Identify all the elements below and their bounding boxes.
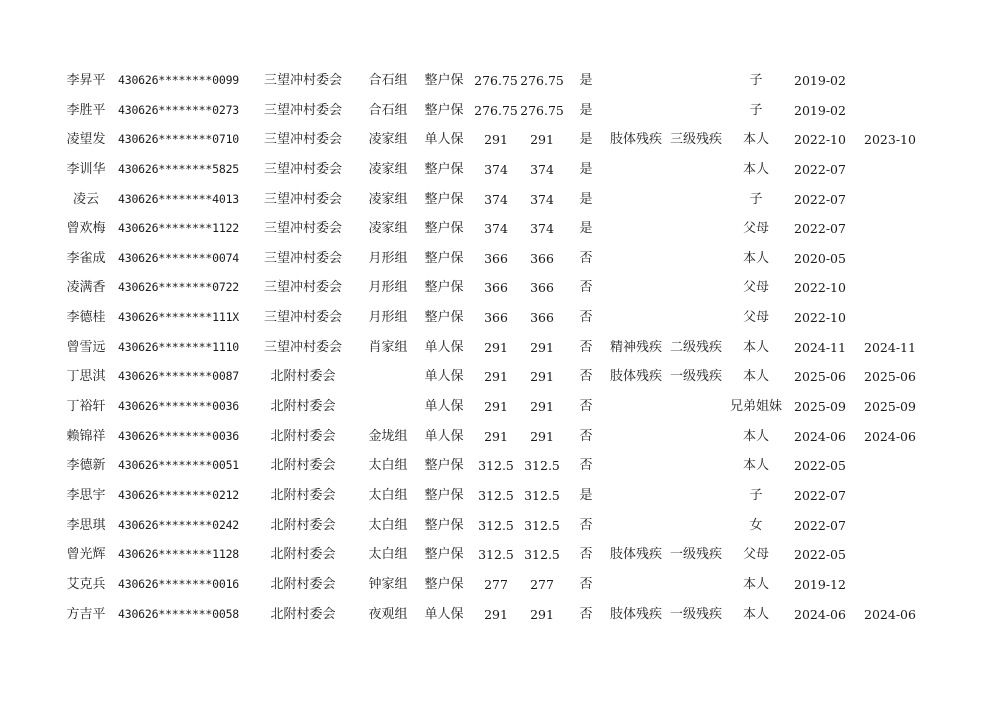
village-cell: 北附村委会 [270, 487, 336, 503]
coverage-type-cell: 整户保 [424, 576, 464, 592]
name-cell: 李德新 [66, 458, 106, 474]
amount-cell-2: 366 [530, 310, 554, 326]
relation-cell: 父母 [742, 221, 769, 237]
coverage-type-cell: 整户保 [424, 221, 464, 237]
coverage-type-cell: 整户保 [424, 73, 464, 88]
id-number-cell: 430626********0051 [118, 458, 240, 473]
id-number-cell: 430626********0058 [118, 606, 240, 621]
id-number-cell: 430626********0099 [118, 73, 240, 87]
name-cell: 曾雪远 [66, 339, 106, 355]
group-cell: 太白组 [368, 517, 408, 533]
table-row [0, 125, 1000, 155]
village-cell: 北附村委会 [270, 428, 336, 444]
amount-cell: 374 [484, 191, 508, 207]
group-cell: 夜观组 [368, 606, 408, 622]
start-date-cell: 2022-07 [794, 191, 846, 207]
coverage-type-cell: 单人保 [424, 369, 464, 385]
group-cell: 钟家组 [368, 576, 408, 592]
group-cell: 凌家组 [368, 191, 408, 207]
coverage-type-cell: 整户保 [424, 310, 464, 326]
disability-level-cell: 二级残疾 [669, 339, 722, 355]
start-date-cell: 2024-11 [794, 339, 846, 355]
amount-cell: 276.75 [474, 73, 518, 88]
yes-no-flag-cell: 否 [579, 547, 593, 563]
relation-cell: 子 [749, 487, 763, 503]
id-number-cell: 430626********1110 [118, 339, 240, 354]
amount-cell: 291 [484, 428, 508, 444]
coverage-type-cell: 整户保 [424, 517, 464, 533]
amount-cell-2: 291 [530, 369, 554, 385]
id-number-cell: 430626********0710 [118, 132, 240, 147]
id-number-cell: 430626********0016 [118, 576, 240, 591]
village-cell: 三望冲村委会 [263, 73, 342, 88]
group-cell: 月形组 [368, 310, 408, 326]
yes-no-flag-cell: 否 [579, 339, 593, 355]
yes-no-flag-cell: 是 [579, 132, 593, 148]
yes-no-flag-cell: 否 [579, 250, 593, 266]
amount-cell-2: 312.5 [524, 458, 560, 474]
name-cell: 方吉平 [66, 606, 106, 622]
id-number-cell: 430626********1122 [118, 221, 240, 236]
table-row [0, 362, 1000, 392]
disability-level-cell: 一级残疾 [669, 369, 722, 385]
group-cell: 合石组 [368, 73, 408, 88]
relation-cell: 本人 [742, 428, 769, 444]
name-cell: 李雀成 [66, 250, 106, 266]
table-row [0, 570, 1000, 600]
coverage-type-cell: 整户保 [424, 191, 464, 207]
village-cell: 三望冲村委会 [263, 280, 342, 296]
record-table [0, 66, 1000, 629]
yes-no-flag-cell: 是 [579, 487, 593, 503]
village-cell: 北附村委会 [270, 547, 336, 563]
amount-cell: 374 [484, 161, 508, 177]
amount-cell-2: 291 [530, 428, 554, 444]
group-cell: 金垅组 [368, 428, 408, 444]
disability-type-cell: 肢体残疾 [609, 547, 662, 563]
amount-cell: 366 [484, 280, 508, 296]
amount-cell-2: 374 [530, 191, 554, 207]
start-date-cell: 2022-10 [794, 280, 846, 296]
relation-cell: 本人 [742, 161, 769, 177]
amount-cell: 291 [484, 606, 508, 622]
group-cell: 太白组 [368, 458, 408, 474]
disability-type-cell: 肢体残疾 [609, 369, 662, 385]
name-cell: 李胜平 [66, 102, 106, 118]
id-number-cell: 430626********0273 [118, 102, 240, 117]
start-date-cell: 2020-05 [794, 250, 846, 266]
amount-cell: 312.5 [478, 458, 514, 474]
disability-level-cell: 一级残疾 [669, 547, 722, 563]
start-date-cell: 2022-07 [794, 161, 846, 177]
village-cell: 三望冲村委会 [263, 339, 342, 355]
village-cell: 三望冲村委会 [263, 250, 342, 266]
end-date-cell: 2024-06 [864, 428, 916, 444]
village-cell: 北附村委会 [270, 369, 336, 385]
name-cell: 凌望发 [66, 132, 106, 148]
coverage-type-cell: 整户保 [424, 487, 464, 503]
amount-cell-2: 291 [530, 399, 554, 415]
table-row [0, 96, 1000, 126]
amount-cell: 291 [484, 369, 508, 385]
coverage-type-cell: 单人保 [424, 399, 464, 415]
village-cell: 北附村委会 [270, 576, 336, 592]
amount-cell-2: 291 [530, 132, 554, 148]
amount-cell-2: 366 [530, 250, 554, 266]
name-cell: 曾光辉 [66, 547, 106, 563]
amount-cell-2: 374 [530, 221, 554, 237]
start-date-cell: 2019-02 [794, 102, 846, 118]
relation-cell: 本人 [742, 606, 769, 622]
table-row [0, 303, 1000, 333]
amount-cell: 312.5 [478, 487, 514, 503]
amount-cell: 366 [484, 310, 508, 326]
amount-cell: 291 [484, 132, 508, 148]
table-row [0, 451, 1000, 481]
end-date-cell: 2023-10 [864, 132, 916, 148]
amount-cell-2: 277 [530, 576, 554, 592]
table-row [0, 214, 1000, 244]
amount-cell: 277 [484, 576, 508, 592]
coverage-type-cell: 单人保 [424, 132, 464, 148]
id-number-cell: 430626********0074 [118, 250, 240, 265]
group-cell: 合石组 [368, 102, 408, 118]
coverage-type-cell: 单人保 [424, 428, 464, 444]
coverage-type-cell: 整户保 [424, 161, 464, 177]
start-date-cell: 2024-06 [794, 606, 846, 622]
table-row [0, 66, 1000, 96]
relation-cell: 子 [749, 191, 763, 207]
id-number-cell: 430626********0036 [118, 399, 240, 414]
relation-cell: 父母 [742, 310, 769, 326]
id-number-cell: 430626********0036 [118, 428, 240, 443]
village-cell: 北附村委会 [270, 458, 336, 474]
disability-level-cell: 一级残疾 [669, 606, 722, 622]
amount-cell: 291 [484, 399, 508, 415]
coverage-type-cell: 整户保 [424, 547, 464, 563]
group-cell: 凌家组 [368, 221, 408, 237]
start-date-cell: 2025-09 [794, 399, 846, 415]
id-number-cell: 430626********0087 [118, 369, 240, 384]
name-cell: 丁裕轩 [66, 399, 106, 415]
amount-cell: 312.5 [478, 517, 514, 533]
id-number-cell: 430626********0722 [118, 280, 240, 295]
village-cell: 三望冲村委会 [263, 102, 342, 118]
id-number-cell: 430626********0212 [118, 487, 240, 502]
group-cell: 太白组 [368, 547, 408, 563]
relation-cell: 本人 [742, 369, 769, 385]
group-cell: 月形组 [368, 250, 408, 266]
table-row [0, 392, 1000, 422]
amount-cell-2: 366 [530, 280, 554, 296]
village-cell: 三望冲村委会 [263, 221, 342, 237]
village-cell: 三望冲村委会 [263, 161, 342, 177]
amount-cell-2: 291 [530, 339, 554, 355]
amount-cell: 276.75 [474, 102, 518, 118]
end-date-cell: 2024-11 [864, 339, 916, 355]
yes-no-flag-cell: 否 [579, 310, 593, 326]
relation-cell: 父母 [742, 280, 769, 296]
disability-level-cell: 三级残疾 [669, 132, 722, 148]
id-number-cell: 430626********0242 [118, 517, 240, 532]
end-date-cell: 2024-06 [864, 606, 916, 622]
yes-no-flag-cell: 是 [579, 161, 593, 177]
yes-no-flag-cell: 否 [579, 517, 593, 533]
relation-cell: 本人 [742, 250, 769, 266]
id-number-cell: 430626********4013 [118, 191, 240, 206]
relation-cell: 兄弟姐妹 [729, 399, 782, 415]
yes-no-flag-cell: 否 [579, 369, 593, 385]
yes-no-flag-cell: 否 [579, 280, 593, 296]
relation-cell: 女 [749, 517, 763, 533]
name-cell: 李思琪 [66, 517, 106, 533]
table-row [0, 244, 1000, 274]
relation-cell: 父母 [742, 547, 769, 563]
start-date-cell: 2019-02 [794, 73, 846, 88]
table-row [0, 185, 1000, 215]
name-cell: 凌云 [72, 191, 99, 207]
yes-no-flag-cell: 是 [579, 191, 593, 207]
name-cell: 赖锦祥 [66, 428, 106, 444]
amount-cell-2: 276.75 [520, 102, 564, 118]
amount-cell: 291 [484, 339, 508, 355]
village-cell: 北附村委会 [270, 517, 336, 533]
disability-type-cell: 精神残疾 [609, 339, 662, 355]
amount-cell-2: 291 [530, 606, 554, 622]
coverage-type-cell: 单人保 [424, 339, 464, 355]
group-cell: 太白组 [368, 487, 408, 503]
start-date-cell: 2022-05 [794, 547, 846, 563]
start-date-cell: 2022-05 [794, 458, 846, 474]
yes-no-flag-cell: 否 [579, 576, 593, 592]
amount-cell: 366 [484, 250, 508, 266]
yes-no-flag-cell: 是 [579, 73, 593, 88]
name-cell: 李思宇 [66, 487, 106, 503]
amount-cell: 312.5 [478, 547, 514, 563]
start-date-cell: 2022-07 [794, 221, 846, 237]
name-cell: 艾克兵 [66, 576, 106, 592]
coverage-type-cell: 整户保 [424, 280, 464, 296]
end-date-cell: 2025-06 [864, 369, 916, 385]
table-row [0, 155, 1000, 185]
start-date-cell: 2022-10 [794, 310, 846, 326]
start-date-cell: 2025-06 [794, 369, 846, 385]
group-cell: 凌家组 [368, 132, 408, 148]
end-date-cell: 2025-09 [864, 399, 916, 415]
table-row [0, 540, 1000, 570]
relation-cell: 本人 [742, 576, 769, 592]
yes-no-flag-cell: 是 [579, 102, 593, 118]
relation-cell: 本人 [742, 458, 769, 474]
start-date-cell: 2022-07 [794, 517, 846, 533]
village-cell: 三望冲村委会 [263, 132, 342, 148]
yes-no-flag-cell: 否 [579, 606, 593, 622]
start-date-cell: 2019-12 [794, 576, 846, 592]
id-number-cell: 430626********1128 [118, 547, 240, 562]
relation-cell: 本人 [742, 132, 769, 148]
relation-cell: 子 [749, 102, 763, 118]
village-cell: 三望冲村委会 [263, 191, 342, 207]
coverage-type-cell: 整户保 [424, 458, 464, 474]
yes-no-flag-cell: 是 [579, 221, 593, 237]
village-cell: 三望冲村委会 [263, 310, 342, 326]
amount-cell: 374 [484, 221, 508, 237]
village-cell: 北附村委会 [270, 399, 336, 415]
relation-cell: 子 [749, 73, 763, 88]
village-cell: 北附村委会 [270, 606, 336, 622]
table-row [0, 273, 1000, 303]
yes-no-flag-cell: 否 [579, 399, 593, 415]
amount-cell-2: 276.75 [520, 73, 564, 88]
name-cell: 李昇平 [66, 73, 106, 88]
amount-cell-2: 312.5 [524, 547, 560, 563]
coverage-type-cell: 单人保 [424, 606, 464, 622]
name-cell: 丁思淇 [66, 369, 106, 385]
table-row [0, 333, 1000, 363]
group-cell: 凌家组 [368, 161, 408, 177]
table-row [0, 600, 1000, 630]
amount-cell-2: 312.5 [524, 487, 560, 503]
table-row [0, 511, 1000, 541]
name-cell: 李德桂 [66, 310, 106, 326]
id-number-cell: 430626********5825 [118, 161, 240, 176]
table-row [0, 481, 1000, 511]
table-row [0, 422, 1000, 452]
start-date-cell: 2022-10 [794, 132, 846, 148]
coverage-type-cell: 整户保 [424, 250, 464, 266]
amount-cell-2: 374 [530, 161, 554, 177]
name-cell: 曾欢梅 [66, 221, 106, 237]
relation-cell: 本人 [742, 339, 769, 355]
disability-type-cell: 肢体残疾 [609, 132, 662, 148]
id-number-cell: 430626********111X [118, 310, 240, 325]
amount-cell-2: 312.5 [524, 517, 560, 533]
group-cell: 月形组 [368, 280, 408, 296]
name-cell: 凌满香 [66, 280, 106, 296]
coverage-type-cell: 整户保 [424, 102, 464, 118]
group-cell: 肖家组 [368, 339, 408, 355]
yes-no-flag-cell: 否 [579, 428, 593, 444]
name-cell: 李训华 [66, 161, 106, 177]
start-date-cell: 2024-06 [794, 428, 846, 444]
yes-no-flag-cell: 否 [579, 458, 593, 474]
start-date-cell: 2022-07 [794, 487, 846, 503]
disability-type-cell: 肢体残疾 [609, 606, 662, 622]
